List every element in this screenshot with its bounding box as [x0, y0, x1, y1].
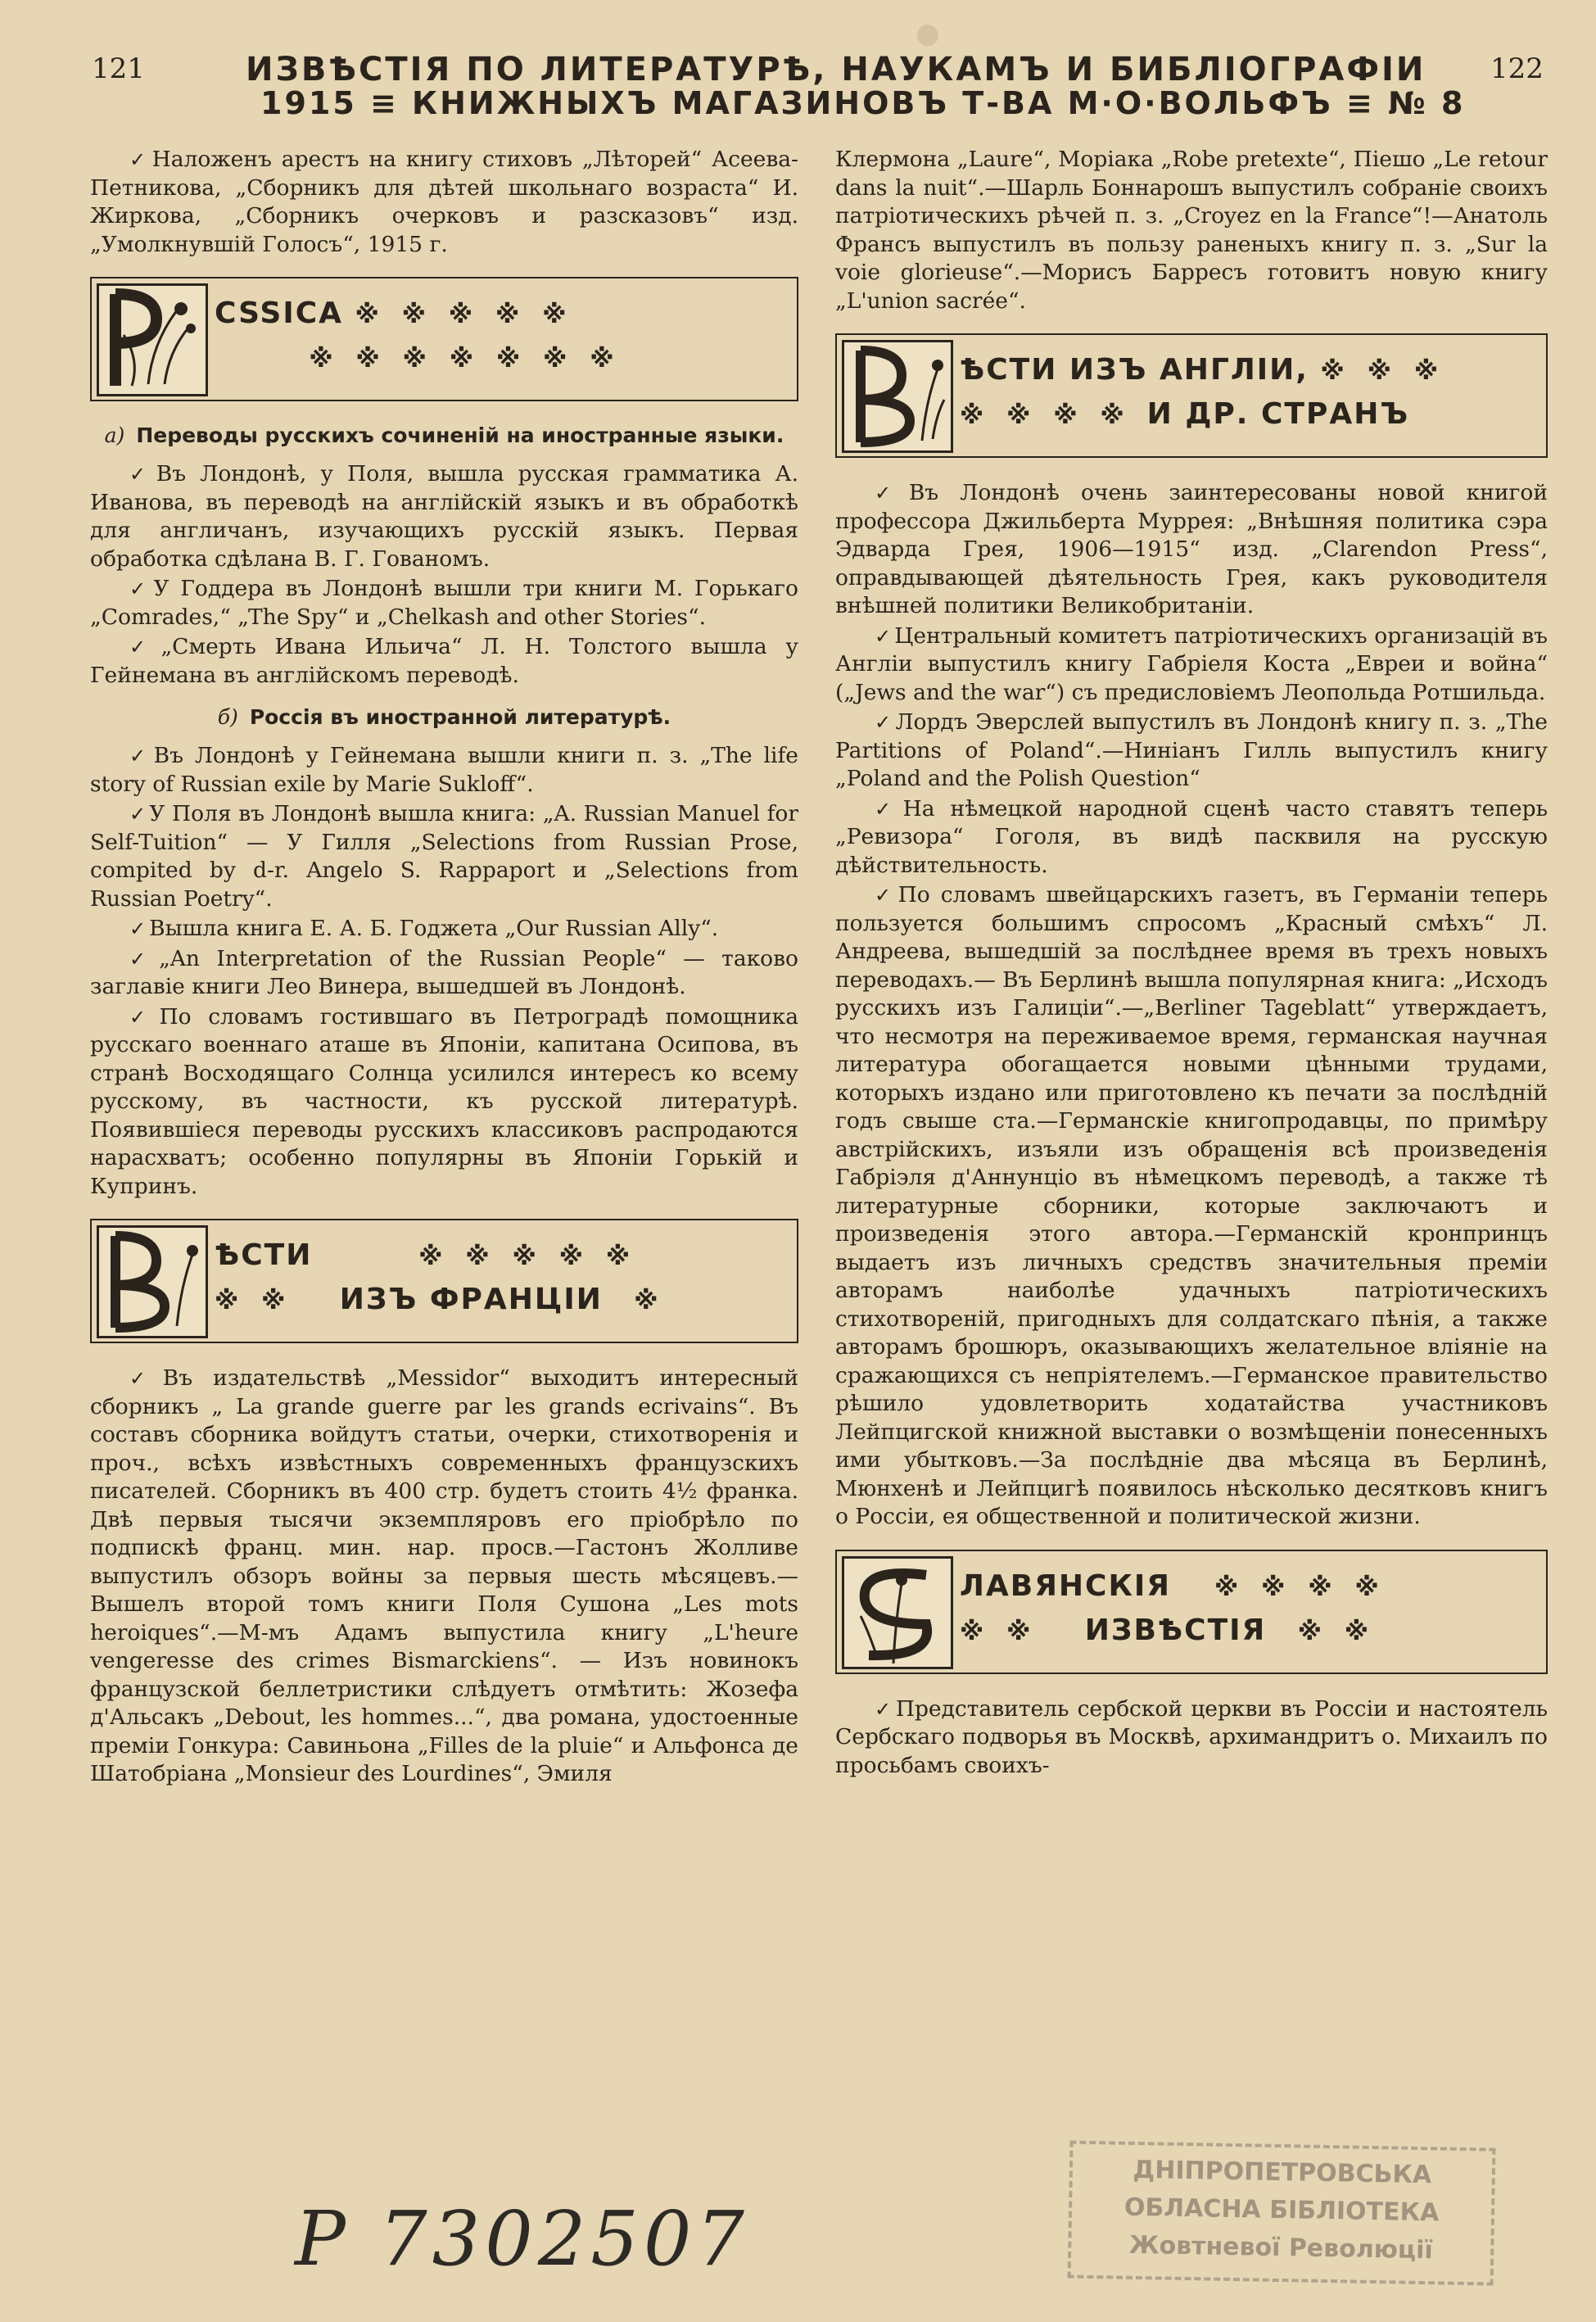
paragraph: ✓ „An Interpretation of the Russian People“ — таково заглавіе книги Лео Винера, вышедшей въ Лондонѣ.	[90, 945, 799, 999]
paragraph: ✓ Центральный комитетъ патріотическихъ организацій въ Англіи выпустилъ книгу Габріеля Коста „Евреи и война“ („Jews and the war“) съ предисловіемъ Леопольда Ротшильда.	[835, 622, 1548, 705]
right-column	[835, 146, 1548, 1781]
paragraph: ✓ Наложенъ арестъ на книгу стиховъ „Лѣторей“ Асеева-Петникова, „Сборникъ для дѣтей школьнаго возраста“ И. Жиркова, „Сборникъ очерковъ и разсказовъ“ изд. „Умолкнувшій Голосъ“, 1915 г.	[90, 147, 798, 257]
pointer-mark-icon: ✓	[129, 636, 158, 659]
paragraph: ✓ По словамъ гостившаго въ Петроградѣ помощника русскаго военнаго аташе въ Японіи, капитана Осипова, въ странѣ Восходящаго Солнца усилился интересъ ко всему русскому, въ частности, къ русской литературѣ. Появившіеся переводы русскихъ классиковъ распродаются нарасхватъ; особенно популярны въ Японіи Горькій и Купринъ.	[90, 1003, 799, 1199]
banner-title-line2: ※※※※※※※	[215, 345, 637, 373]
subsection-heading-b: б) Россія въ иностранной литературѣ.	[217, 705, 671, 729]
paragraph: ✓ Вышла книга Е. А. Б. Годжета „Our Russian Ally“.	[129, 916, 719, 941]
paragraph: ✓ У Поля въ Лондонѣ вышла книга: „A. Russian Manuel for Self-Tuition“ — У Гилля „Selections from Russian Prose, compited by d-r. Angelo S. Rappaport и „Selections from Russian Poetry“.	[90, 801, 799, 912]
paragraph: ✓ Въ издательствѣ „Messidor“ выходитъ интересный сборникъ „ La grande guerre par les grands ecrivains“. Въ составъ сборника войдутъ статьи, очерки, стихотворенія и проч., всѣхъ извѣстныхъ современныхъ французскихъ писателей. Сборникъ въ 400 стр. будетъ стоить 4½ франка. Двѣ первыя тысячи экземпляровъ его пріобрѣло по подпискѣ франц. мин. нар. просв.—Гастонъ Жолливе выпустилъ обзоръ войны за первыя шесть мѣсяцевъ.—Вышелъ второй томъ книги Поля Сушона „Les mots heroiques“.—М-мъ Адамъ выпустила книгу „L'heure vengeresse des crimes Bismarckiens“. — Изъ новинокъ французской беллетристики слѣдуетъ отмѣтить: Жозефа д'Альсакъ „Debout, les hommes...“, два романа, удостоенные преміи Гонкура: Савиньона „Filles de la pluie“ и Альфонса де Шатобріана „Monsieur des Lourdines“, Эмиля	[90, 1365, 798, 1786]
pointer-mark-icon: ✓	[129, 463, 153, 486]
page-number-right: 122	[1490, 52, 1544, 85]
masthead-subtitle: 1915 ≡ КНИЖНЫХЪ МАГАЗИНОВЪ Т-ВА М·О·ВОЛЬФЪ ≡ № 8	[260, 85, 1466, 121]
banner-title-line2: ※※ ИЗВѢСТІЯ ※※	[960, 1613, 1392, 1647]
left-column	[90, 146, 798, 1790]
paragraph: ✓ Въ Лондонѣ очень заинтересованы новой книгой профессора Джильберта Муррея: „Внѣшняя политика сэра Эдварда Грея, 1906—1915“ изд. „Clarendon Press“, оправдывающей дѣятельность Грея, какъ руководителя внѣшней политики Великобританіи.	[835, 480, 1549, 618]
pointer-mark-icon: ✓	[129, 917, 147, 940]
banner-title-line1: CSSICA ※※※※※	[215, 296, 590, 330]
paragraph: ✓ На нѣмецкой народной сценѣ часто ставятъ теперь „Ревизора“ Гоголя, въ видѣ пасквиля на русскую дѣйствительность.	[835, 795, 1549, 878]
pointer-mark-icon: ✓	[129, 947, 156, 971]
pointer-mark-icon: ✓	[129, 1005, 156, 1029]
pointer-mark-icon: ✓	[875, 482, 906, 505]
banner-title-line2: ※※※※И ДР. СТРАНЪ	[960, 397, 1410, 431]
banner-title-line1: ѢСТИ ※※※※※	[215, 1238, 653, 1272]
decorative-initial-icon	[97, 1225, 208, 1338]
pointer-mark-icon: ✓	[129, 577, 151, 600]
subsection-heading-a: а) Переводы русскихъ сочиненій на иностранные языки.	[104, 423, 784, 447]
banner-title-line1: ЛАВЯНСКІЯ ※※※※	[960, 1568, 1402, 1603]
paper-spot	[917, 25, 938, 46]
pointer-mark-icon: ✓	[875, 797, 900, 821]
handwritten-inventory-number: Р 7302507	[295, 2195, 749, 2283]
pointer-mark-icon: ✓	[129, 745, 151, 767]
masthead-title: ИЗВѢСТІЯ ПО ЛИТЕРАТУРѢ, НАУКАМЪ И БИБЛІОГРАФІИ	[246, 51, 1426, 88]
page-number-left: 121	[92, 52, 145, 85]
pointer-mark-icon: ✓	[875, 711, 893, 734]
section-banner-france	[90, 1219, 798, 1343]
pointer-mark-icon: ✓	[875, 884, 895, 907]
library-stamp: ДНІПРОПЕТРОВСЬКА ОБЛАСНА БІБЛІОТЕКА Жовтневої Революції	[1068, 2140, 1496, 2285]
decorative-initial-icon	[842, 1556, 953, 1669]
paragraph: ✓ Въ Лондонѣ у Гейнемана вышли книги п. з. „The life story of Russian exile by Marie Sukloff“.	[90, 743, 798, 797]
banner-title-line2: ※※ ИЗЪ ФРАНЦІИ ※	[215, 1283, 681, 1316]
paragraph: ✓ „Смерть Ивана Ильича“ Л. Н. Толстого вышла у Гейнемана въ англійскомъ переводѣ.	[90, 634, 798, 688]
section-banner-rossica	[90, 277, 798, 401]
section-banner-england	[835, 333, 1548, 458]
paragraph: ✓ Лордъ Эверслей выпустилъ въ Лондонѣ книгу п. з. „The Partitions of Poland“.—Ниніанъ Гилль выпустилъ книгу „Poland and the Polish Question“	[835, 709, 1548, 791]
paragraph: Клермона „Laure“, Моріака „Robe pretexte“, Піешо „Le retour dans la nuit“.—Шарль Боннарошъ выпустилъ собраніе своихъ патріотическихъ рѣчей п. з. „Croyez en la France“!—Анатоль Франсъ выпустилъ въ пользу раненыхъ книгу п. з. „Sur la voie glorieuse“.—Морисъ Барресъ готовитъ новую книгу „L'union sacrée“.	[835, 147, 1548, 314]
paragraph: ✓ По словамъ швейцарскихъ газетъ, въ Германіи теперь пользуется большимъ спросомъ „Красный смѣхъ“ Л. Андреева, вышедшій за послѣднее время въ трехъ новыхъ переводахъ.— Въ Берлинѣ вышла популярная книга: „Исходъ русскихъ изъ Галиціи“.—„Berliner Tageblatt“ утверждаетъ, что несмотря на переживаемое время, германская научная литература обогащается новыми цѣнными трудами, которыхъ издано или приготовлено къ печати за послѣдній годъ свыше ста.—Германскіе книгопродавцы, по примѣру австрійскихъ, изъяли изъ обращенія всѣ произведенія Габріэля д'Аннунціо въ нѣмецкомъ переводѣ, а также тѣ литературные сборники, которые заключаютъ и произведенія этого автора.—Германскій кронпринцъ выдаетъ изъ личныхъ средствъ значительныя преміи авторамъ наиболѣе удачныхъ патріотическихъ стихотвореній, пригодныхъ для солдатскаго пѣнія, а также авторамъ брошюръ, оказывающихъ желательное вліяніе на сражающихся съ непріятелемъ.—Германское правительство рѣшило удовлетворить ходатайства участниковъ Лейпцигской книжной выставки о возмѣщеніи понесенныхъ ими убытковъ.—За послѣдніе два мѣсяца въ Берлинѣ, Мюнхенѣ и Лейпцигѣ появилось нѣсколько десятковъ книгъ о Россіи, ея общественной и политической жизни.	[835, 882, 1549, 1529]
paragraph: ✓ Въ Лондонѣ, у Поля, вышла русская грамматика А. Иванова, въ переводѣ на англійскій языкъ и въ обработкѣ для англичанъ, изучающихъ русскій языкъ. Первая обработка сдѣлана В. Г. Гованомъ.	[90, 461, 798, 572]
decorative-initial-icon	[97, 283, 208, 396]
banner-title-line1: ѢСТИ ИЗЪ АНГЛІИ, ※※※	[960, 353, 1462, 387]
pointer-mark-icon: ✓	[875, 624, 892, 648]
pointer-mark-icon: ✓	[129, 1367, 160, 1390]
paragraph: ✓ У Годдера въ Лондонѣ вышли три книги М. Горькаго „Comrades,“ „The Spy“ и „Chelkash and other Stories“.	[90, 576, 799, 630]
section-banner-slavic	[835, 1550, 1548, 1674]
decorative-initial-icon	[842, 340, 953, 453]
paragraph: ✓ Представитель сербской церкви въ Россіи и настоятель Сербскаго подворья въ Москвѣ, архимандритъ о. Михаилъ по просьбамъ своихъ-	[835, 1695, 1549, 1778]
pointer-mark-icon: ✓	[129, 803, 147, 826]
pointer-mark-icon: ✓	[129, 148, 149, 171]
pointer-mark-icon: ✓	[875, 1697, 893, 1721]
